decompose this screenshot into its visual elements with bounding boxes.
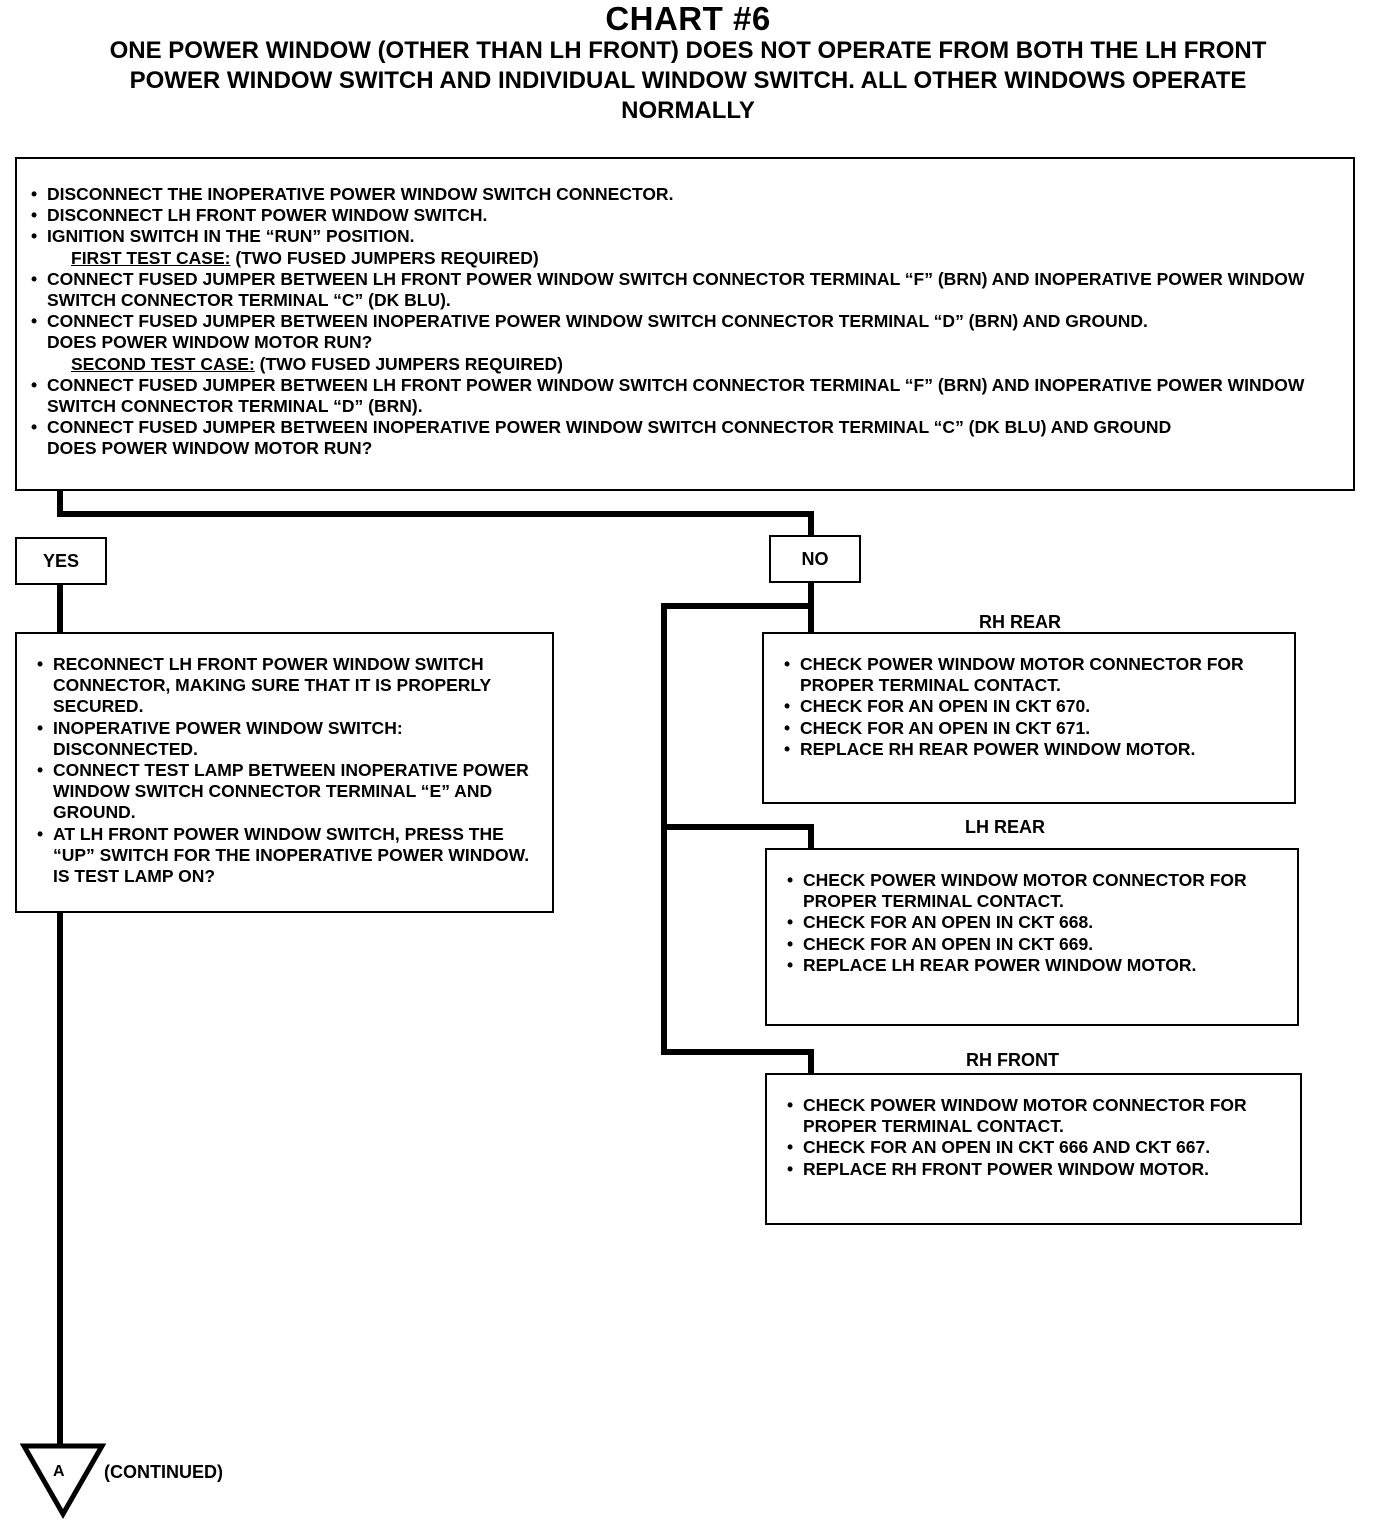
step-item: • REPLACE RH REAR POWER WINDOW MOTOR. <box>784 738 1196 759</box>
chart-title: CHART #6 <box>605 0 771 37</box>
step-item: • CONNECT FUSED JUMPER BETWEEN LH FRONT POWER WINDOW SWITCH CONNECTOR TERMINAL “F” (BRN) AND INOPERATIVE POWER WINDOW SWITCH CONNECTOR TERMINAL “D” (BRN). <box>31 374 1305 417</box>
yes-result-box <box>15 632 554 913</box>
lh-rear-box <box>765 848 1299 1026</box>
step-item: • DISCONNECT THE INOPERATIVE POWER WINDOW SWITCH CONNECTOR. <box>31 184 674 204</box>
initial-test-box <box>15 157 1355 491</box>
no-label: NO <box>769 535 861 583</box>
continued-label: (CONTINUED) <box>104 1462 223 1482</box>
first-test-case: FIRST TEST CASE: (TWO FUSED JUMPERS REQUIRED) <box>71 247 539 268</box>
step-item: • REPLACE LH REAR POWER WINDOW MOTOR. <box>787 954 1197 975</box>
step-item: • CONNECT TEST LAMP BETWEEN INOPERATIVE POWER WINDOW SWITCH CONNECTOR TERMINAL “E” AND GROUND. <box>37 760 529 823</box>
yes-question: IS TEST LAMP ON? <box>53 866 216 887</box>
second-test-case: SECOND TEST CASE: (TWO FUSED JUMPERS REQUIRED) <box>71 353 563 374</box>
split-line <box>60 490 811 537</box>
step-item: • CHECK FOR AN OPEN IN CKT 669. <box>787 933 1094 954</box>
rh-front-box <box>765 1073 1302 1225</box>
yes-label: YES <box>15 537 107 585</box>
lh-rear-line <box>664 827 811 850</box>
question-2: DOES POWER WINDOW MOTOR RUN? <box>47 438 373 459</box>
lh-rear-heading: LH REAR <box>965 817 1045 837</box>
subtitle-line-2: POWER WINDOW SWITCH AND INDIVIDUAL WINDOW SWITCH. ALL OTHER WINDOWS OPERATE <box>129 67 1247 94</box>
step-item: • CHECK FOR AN OPEN IN CKT 668. <box>787 912 1094 933</box>
step-item: • CHECK FOR AN OPEN IN CKT 670. <box>784 696 1091 717</box>
step-item: • IGNITION SWITCH IN THE “RUN” POSITION. <box>31 226 415 247</box>
step-item: • CHECK POWER WINDOW MOTOR CONNECTOR FOR PROPER TERMINAL CONTACT. <box>784 654 1244 696</box>
rh-rear-box <box>762 632 1296 804</box>
step-item: • INOPERATIVE POWER WINDOW SWITCH: DISCONNECTED. <box>37 717 403 759</box>
subtitle-line-3: NORMALLY <box>621 97 755 124</box>
rh-rear-heading: RH REAR <box>978 612 1061 632</box>
step-item: • DISCONNECT LH FRONT POWER WINDOW SWITCH. <box>31 205 488 226</box>
step-item: • CHECK POWER WINDOW MOTOR CONNECTOR FOR PROPER TERMINAL CONTACT. <box>787 870 1247 912</box>
step-item: • CONNECT FUSED JUMPER BETWEEN INOPERATIVE POWER WINDOW SWITCH CONNECTOR TERMINAL “C” (DK BLU) AND GROUND <box>31 417 1172 438</box>
connector-a-label: A <box>53 1463 65 1480</box>
rh-front-heading: RH FRONT <box>966 1050 1059 1070</box>
subtitle-line-1: ONE POWER WINDOW (OTHER THAN LH FRONT) DOES NOT OPERATE FROM BOTH THE LH FRONT <box>109 37 1267 64</box>
step-item: • CONNECT FUSED JUMPER BETWEEN LH FRONT POWER WINDOW SWITCH CONNECTOR TERMINAL “F” (BRN) AND INOPERATIVE POWER WINDOW SWITCH CONNECTOR TERMINAL “C” (DK BLU). <box>31 268 1305 311</box>
step-item: • CONNECT FUSED JUMPER BETWEEN INOPERATIVE POWER WINDOW SWITCH CONNECTOR TERMINAL “D” (BRN) AND GROUND. <box>31 311 1148 332</box>
question-1: DOES POWER WINDOW MOTOR RUN? <box>47 332 373 353</box>
step-item: • AT LH FRONT POWER WINDOW SWITCH, PRESS THE “UP” SWITCH FOR THE INOPERATIVE POWER WINDOW. <box>37 823 530 865</box>
step-item: • CHECK FOR AN OPEN IN CKT 671. <box>784 717 1091 738</box>
step-item: • RECONNECT LH FRONT POWER WINDOW SWITCH CONNECTOR, MAKING SURE THAT IT IS PROPERLY SECURED. <box>37 654 491 717</box>
step-item: • REPLACE RH FRONT POWER WINDOW MOTOR. <box>787 1158 1210 1179</box>
chart-subtitle <box>0 36 1376 126</box>
step-item: • CHECK FOR AN OPEN IN CKT 666 AND CKT 667. <box>787 1137 1211 1158</box>
step-item: • CHECK POWER WINDOW MOTOR CONNECTOR FOR PROPER TERMINAL CONTACT. <box>787 1095 1247 1137</box>
